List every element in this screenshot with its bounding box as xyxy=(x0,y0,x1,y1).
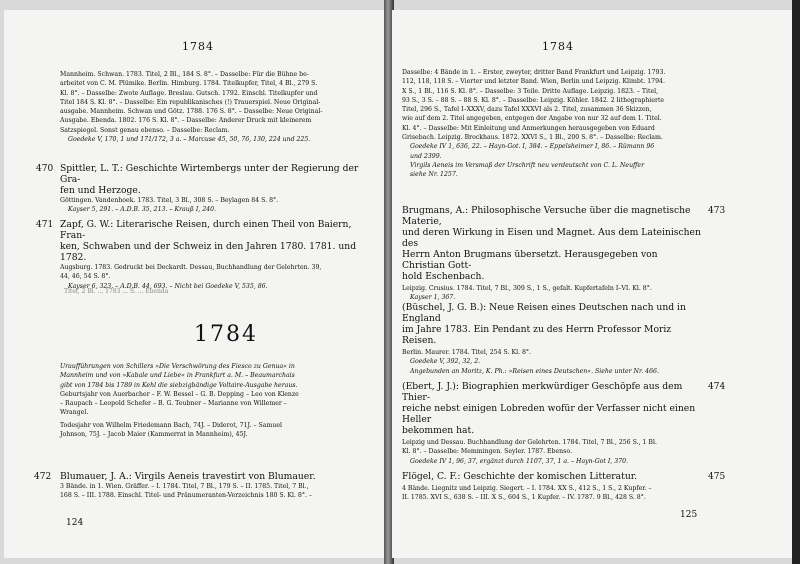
entry-detail: Leipzig und Dessau. Buchhandlung der Gelehrten. 1784. Titel, 7 Bl., 256 S., 1 Bl. xyxy=(402,439,657,446)
entry-detail: Berlin. Maurer. 1784. Titel, 254 S. Kl. 8°. xyxy=(402,349,531,356)
entry-reference: Goedeke V, 392, 32, 2. xyxy=(410,358,481,366)
entry-475 xyxy=(402,471,702,503)
event-line: – Raupach – Leopold Schefer – B. G. Teubner – Marianne von Willemer – xyxy=(60,400,287,408)
entry-title: (Ebert, J. J.): Biographien merkwürdiger Geschöpfe aus dem Thier- xyxy=(402,381,683,403)
text-line: Dasselbe: 4 Bände in 1. – Erster, zweyter, dritter Band Frankfurt und Leipzig. 1793. xyxy=(402,69,666,76)
reference-line: Goedeke V, 170, 1 und 171/172, 3 a. – Marcuse 45, 50, 76, 130, 224 und 225. xyxy=(68,136,311,144)
text-line: 112, 118, 118 S. – Vierter und letzter Band. Wien, Berlin und Leipzig. Klimbt. 1794. xyxy=(402,78,665,86)
text-line: Kl. 4°. – Dasselbe: Mit Einleitung und Anmerkungen herausgegeben von Eduard xyxy=(402,124,655,132)
entry-472 xyxy=(60,471,370,501)
event-line: Todesjahr von Wilhelm Friedemann Bach, 74J. – Diderot, 71J. – Samuel xyxy=(60,421,282,429)
left-page xyxy=(4,10,386,558)
entry-title: im Jahre 1783. Ein Pendant zu des Herrn Professor Moriz Reisen. xyxy=(402,324,672,346)
reference-line: Virgils Aeneis im Versmaß der Urschrift neu verdeutscht von C. L. Neuffer xyxy=(410,161,645,169)
show-through-text: Titel, 2 Bl. ... 1783 ... S. ... Ebenda xyxy=(64,288,169,295)
reference-line: Goedeke IV 1, 636, 22. – Hayn-Got. I, 384. – Eppelsheimer I, 86. – Rümann 96 xyxy=(410,143,655,151)
entry-detail: II. 1785. XVI S., 638 S. – III. X S., 604 S., 1 Kupfer. – IV. 1787. 9 Bl., 428 S. 8°. xyxy=(402,494,646,502)
entry-title: hold Eschenbach. xyxy=(402,271,485,282)
entry-471 xyxy=(60,219,370,291)
entry-474 xyxy=(402,381,702,466)
entry-title: Spittler, L. T.: Geschichte Wirtembergs unter der Regierung der Gra- xyxy=(60,163,359,185)
event-line: Wrangel. xyxy=(60,409,89,417)
entry-title: fen und Herzoge. xyxy=(60,185,141,196)
event-line: gibt von 1784 bis 1789 in Kehl die siebzigbändige Voltaire-Ausgabe heraus. xyxy=(60,381,298,389)
entry-reference: Goedeke IV 1, 96, 37, ergänzt durch 1107, 37, 1 a. – Hayn-Got I, 370. xyxy=(410,457,628,465)
reference-line: siehe Nr. 1257. xyxy=(410,171,458,179)
entry-title: ken, Schwaben und der Schweiz in den Jahren 1780. 1781. und 1782. xyxy=(60,241,357,263)
entry-title: Blumauer, J. A.: Virgils Aeneis travestirt von Blumauer. xyxy=(60,471,316,482)
entry-473 xyxy=(402,205,702,303)
entry-number: 472 xyxy=(34,472,52,482)
entry-detail: 4 Bände. Liegnitz und Leipzig. Siegert. – I. 1784. XX S., 412 S., 1 S., 2 Kupfer. – xyxy=(402,485,652,492)
entry-title: Herrn Anton Brugmans übersetzt. Herausgegeben von Christian Gott- xyxy=(402,249,658,271)
scan-edge xyxy=(792,0,800,564)
entry-detail: Augsburg. 1783. Gedruckt bei Deckardt. Dessau, Buchhandlung der Gelehrten. 39, xyxy=(60,264,322,271)
entry-number: 473 xyxy=(708,206,726,216)
entry-detail: Leipzig. Crusius. 1784. Titel, 7 Bl., 309 S., 1 S., gefalt. Kupfertafeln I–VI. Kl. 8°. xyxy=(402,285,652,292)
entry-number: 471 xyxy=(36,220,54,230)
entry-title: reiche nebst einigen Lobreden wofür der Verfasser nicht einen Heller xyxy=(402,403,696,425)
entry-470 xyxy=(60,163,370,215)
text-line: wie auf dem 2. Titel angegeben, entgegen der Angabe von nur 32 auf dem 1. Titel. xyxy=(402,115,662,123)
entry-title: Flögel, C. F.: Geschichte der komischen Litteratur. xyxy=(402,471,638,482)
entry-number: 474 xyxy=(708,382,726,392)
entry-buschel xyxy=(402,302,702,376)
event-line: Mannheim und von »Kabale und Liebe« in Frankfurt a. M. – Beaumarchais xyxy=(60,372,295,380)
right-top-block xyxy=(402,68,712,180)
left-top-block xyxy=(60,70,360,144)
entry-reference: Kayser 6, 323. – A.D.B. 44, 693. – Nicht bei Goedeke V, 535, 86. xyxy=(68,282,268,290)
text-line: Mannheim. Schwan. 1783. Titel, 2 Bl., 184 S. 8°. – Dasselbe: Für die Bühne be- xyxy=(60,71,309,78)
entry-title: und deren Wirkung in Eisen und Magnet. Aus dem Lateinischen des xyxy=(402,227,701,249)
text-line: X S., 1 Bl., 116 S. Kl. 8°. – Dasselbe: 3 Teile. Dritte Auflage. Leipzig. 1823. – Titel, xyxy=(402,87,659,95)
text-line: ausgabe. Mannheim. Schwan und Götz. 1788. 176 S. 8°. – Dasselbe: Neue Original- xyxy=(60,108,323,116)
entry-title: bekommen hat. xyxy=(402,425,475,436)
page-number: 125 xyxy=(680,510,698,520)
entry-detail: Göttingen. Vandenhoek. 1783. Titel, 3 Bl., 308 S. – Beylagen 84 S. 8°. xyxy=(60,197,279,204)
page-number: 124 xyxy=(66,518,84,528)
reference-line: und 2399. xyxy=(410,152,442,160)
text-line: Ausgabe. Ebenda. 1802. 176 S. Kl. 8°. – Dasselbe: Anderer Druck mit kleinerem xyxy=(60,117,312,125)
text-line: arbeitet von C. M. Plümike. Berlin. Himburg. 1784. Titelkupfer, Titel, 4 Bl., 279 S. xyxy=(60,80,318,88)
entry-detail: 3 Bände. in 1. Wien. Gräffer. – I. 1784. Titel, 7 Bl., 179 S. – II. 1785. Titel, 7 Bl., xyxy=(60,483,309,490)
entry-reference: Kayser 5, 291. – A.D.B. 35, 213. – Krauß I, 240. xyxy=(68,206,216,214)
entry-number: 470 xyxy=(36,164,54,174)
text-line: Titel 184 S. Kl. 8°. – Dasselbe: Ein republikanisches (!) Trauerspiel. Neue Original- xyxy=(60,98,321,106)
year-events-block xyxy=(60,362,370,439)
entry-title: (Büschel, J. G. B.): Neue Reisen eines Deutschen nach und in England xyxy=(402,302,686,324)
text-line: 93 S., 3 S. – 88 S. – 88 S. Kl. 8°. – Dasselbe: Leipzig. Köhler. 1842. 2 lithographierte xyxy=(402,96,665,104)
entry-title: Brugmans, A.: Philosophische Versuche über die magnetische Materie, xyxy=(402,205,691,227)
right-page xyxy=(392,10,794,558)
entry-title: Zapf, G. W.: Literarische Reisen, durch einen Theil von Baiern, Fran- xyxy=(60,219,352,241)
section-year: 1784 xyxy=(194,322,258,347)
text-line: Satzspiegel. Sonst genau ebenso. – Dasselbe: Reclam. xyxy=(60,126,230,134)
entry-detail: 44, 46, 54 S. 8°. xyxy=(60,273,111,281)
text-line: Titel, 296 S., Tafel I–XXXV, dazu Tafel XXXVI als 2. Titel, zusammen 36 Skizzen, xyxy=(402,106,652,114)
entry-number: 475 xyxy=(708,472,726,482)
event-line: Geburtsjahr von Auerbacher – F. W. Bessel – G. B. Depping – Leo von Klenze xyxy=(60,390,299,398)
left-page-header-year: 1784 xyxy=(182,40,214,53)
entry-detail: Kl. 8°. – Dasselbe: Memmingen. Seyler. 1787. Ebenso. xyxy=(402,448,572,456)
event-line: Johnson, 75J. – Jacob Maier (Kammerrat in Mannheim), 45J. xyxy=(60,431,248,439)
text-line: Kl. 8°. – Dasselbe: Zwote Auflage. Breslau. Gutsch. 1792. Einschl. Titelkupfer und xyxy=(60,89,318,97)
entry-detail: 168 S. – III. 1788. Einschl. Titel- und Pränumeranten-Verzeichnis 180 S. Kl. 8°. – xyxy=(60,492,312,500)
entry-reference: Angebunden an Moritz, K. Ph.: »Reisen eines Deutschen«. Siehe unter Nr. 466. xyxy=(410,367,659,375)
entry-reference: Kayser 1, 367. xyxy=(410,294,456,302)
right-page-header-year: 1784 xyxy=(542,40,574,53)
event-line: Uraufführungen von Schillers »Die Verschwörung des Fiesco zu Genua« in xyxy=(60,363,295,370)
text-line: Grisebach. Leipzig. Brockhaus. 1872. XXVI S., 1 Bl., 200 S. 8°. – Dasselbe: Reclam. xyxy=(402,134,663,142)
